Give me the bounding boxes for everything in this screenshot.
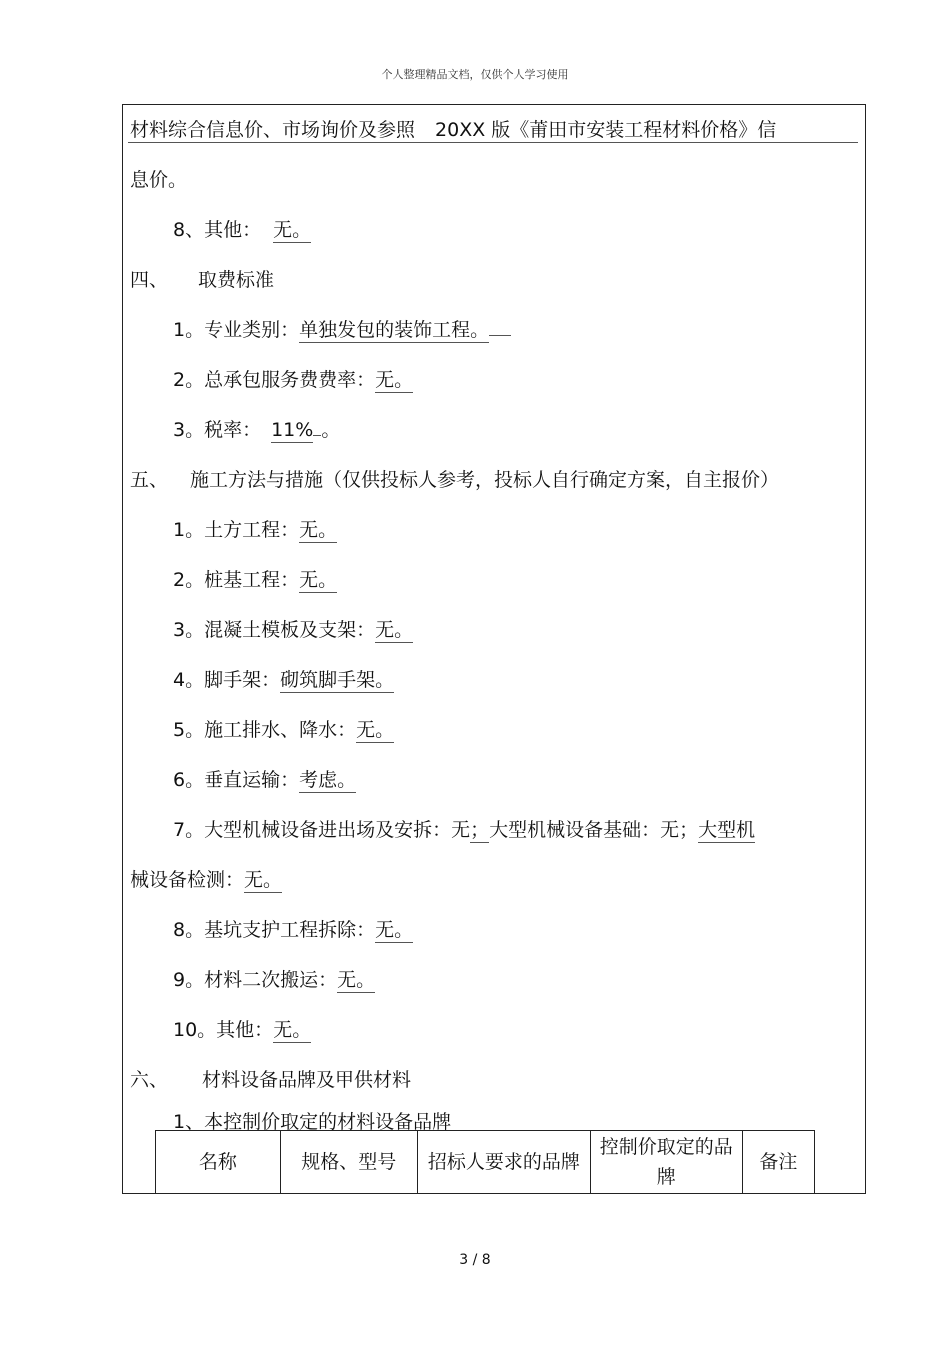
- method-item-8: 8。基坑支护工程拆除：无。: [173, 919, 414, 941]
- method-item-7-line1: 7。大型机械设备进出场及安拆：无；大型机械设备基础：无；大型机: [173, 819, 756, 841]
- method-item-2: 2。桩基工程：无。: [173, 569, 338, 591]
- header-tenderer-brand: 招标人要求的品牌: [417, 1131, 590, 1194]
- header-remarks: 备注: [742, 1131, 814, 1194]
- header-spec: 规格、型号: [280, 1131, 417, 1194]
- section-6-heading: [130, 1068, 411, 1092]
- fee-item-2: 2。总承包服务费费率：无。: [173, 369, 414, 391]
- fee-value: 无。: [375, 369, 414, 391]
- tax-rate-value: 11%: [271, 419, 314, 441]
- intro-year: 20XX: [435, 119, 486, 141]
- intro-text-2: 版《莆田市安装工程材料价格》信: [491, 119, 777, 141]
- intro-text: 材料综合信息价、市场询价及参照: [130, 119, 416, 141]
- section-5-heading: [130, 468, 779, 492]
- fee-value: 单独发包的装饰工程。: [299, 319, 490, 341]
- section-title: 施工方法与措施（仅供投标人参考，投标人自行确定方案，自主报价）: [190, 469, 780, 491]
- method-item-9: 9。材料二次搬运：无。: [173, 969, 376, 991]
- subsection-6-1: 1、本控制价取定的材料设备品牌: [173, 1111, 452, 1133]
- method-item-5: 5。施工排水、降水：无。: [173, 719, 395, 741]
- section-number: 五、: [130, 469, 169, 491]
- section-number: 四、: [130, 269, 169, 291]
- item-8-value: 无。: [273, 219, 312, 241]
- header-control-brand: 控制价取定的品牌: [590, 1131, 742, 1194]
- method-item-1: 1。土方工程：无。: [173, 519, 338, 541]
- section-title: 取费标准: [198, 269, 275, 291]
- item-8-other: 8、其他： 无。: [173, 219, 312, 241]
- section-number: 六、: [130, 1069, 169, 1091]
- intro-paragraph-line2: 息价。: [130, 169, 188, 191]
- fee-item-1: 1。专业类别：单独发包的装饰工程。: [173, 318, 511, 342]
- fee-item-3: 3。税率： 11% 。: [173, 419, 341, 441]
- table-header-row: [156, 1131, 815, 1194]
- page-header: 个人整理精品文档，仅供个人学习使用: [381, 68, 569, 81]
- underline: [128, 142, 858, 143]
- method-item-10: 10。其他：无。: [173, 1019, 312, 1041]
- method-item-4: 4。脚手架：砌筑脚手架。: [173, 669, 395, 691]
- page-number: 3 / 8: [459, 1252, 491, 1268]
- method-item-3: 3。混凝土模板及支架：无。: [173, 619, 414, 641]
- section-title: 材料设备品牌及甲供材料: [202, 1069, 412, 1091]
- section-4-heading: [130, 268, 274, 292]
- intro-paragraph-line1: [130, 118, 776, 142]
- method-item-6: 6。垂直运输：考虑。: [173, 769, 357, 791]
- header-name: 名称: [156, 1131, 281, 1194]
- brand-table: [155, 1130, 815, 1194]
- method-item-7-line2: 械设备检测：无。: [130, 869, 283, 891]
